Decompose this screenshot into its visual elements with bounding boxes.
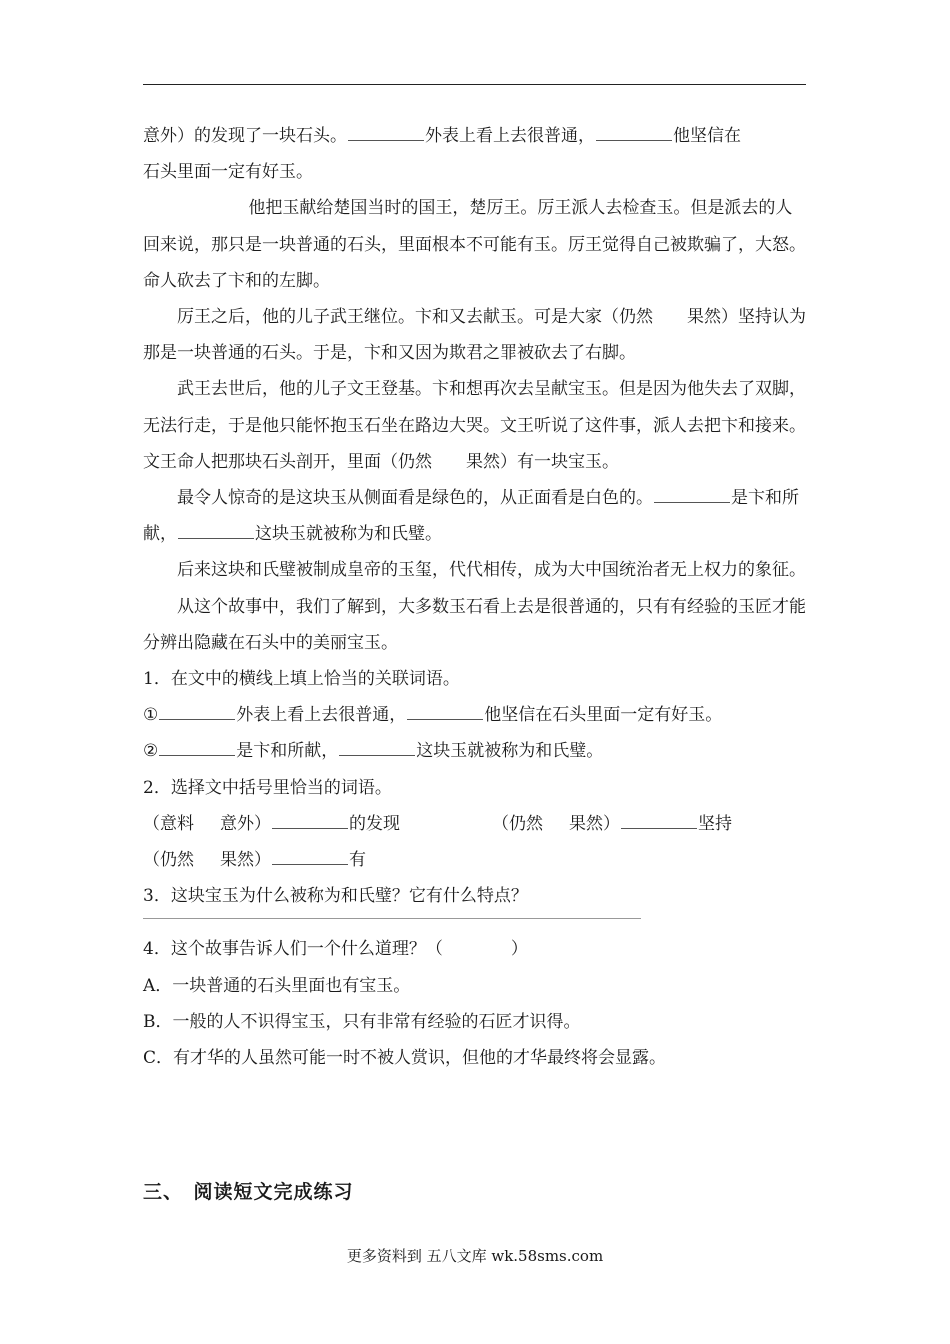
passage-line-1	[143, 118, 808, 154]
passage-text: 他坚信在	[673, 126, 741, 146]
question-text: 这块玉就被称为和氏璧。	[416, 741, 604, 762]
passage-text: 意外）的发现了一块石头。	[143, 126, 347, 146]
header-rule	[143, 84, 806, 85]
question-text: 他坚信在石头里面一定有好玉。	[484, 705, 723, 726]
footer-text: 更多资料到 五八文库 wk.58sms.com	[346, 1247, 604, 1265]
question-2: 2．选择文中括号里恰当的词语。	[143, 777, 392, 798]
question-4-option-a[interactable]: A．一块普通的石头里面也有宝玉。	[143, 975, 411, 996]
question-1-item-1	[143, 697, 808, 733]
question-text: 外表上看上去很普通，	[236, 705, 407, 726]
fill-blank[interactable]	[654, 501, 730, 503]
option-text: 果然）	[569, 813, 620, 834]
passage-text: 外表上看上去很普通，	[425, 126, 595, 146]
option-text: （仍然	[143, 850, 194, 871]
passage-text: 这块玉就被称为和氏璧。	[255, 524, 442, 545]
option-text: 果然）	[220, 850, 271, 871]
fill-blank[interactable]	[348, 139, 424, 141]
question-3: 3．这块宝玉为什么被称为和氏璧？它有什么特点？	[143, 886, 528, 907]
fill-blank[interactable]	[272, 827, 348, 829]
question-4: 4．这个故事告诉人们一个什么道理？（ ）	[143, 939, 528, 960]
passage-paragraph-6: 后来这块和氏璧被制成皇帝的玉玺，代代相传，成为大中国统治者无上权力的象征。	[177, 560, 806, 581]
option-text: 有	[349, 850, 366, 871]
question-4-option-b[interactable]: B．一般的人不识得宝玉，只有非常有经验的石匠才识得。	[143, 1011, 581, 1032]
passage-paragraph-7: 从这个故事中，我们了解到，大多数玉石看上去是很普通的，只有有经验的玉匠才能分辨出隐藏在石头中的美丽宝玉。	[143, 596, 806, 653]
passage-paragraph-2: 他把玉献给楚国当时的国王，楚厉王。厉王派人去检查玉。但是派去的人回来说，那只是一块普通的石头，里面根本不可能有玉。厉王觉得自己被欺骗了，大怒。命人砍去了卞和的左脚。	[143, 198, 806, 291]
fill-blank[interactable]	[159, 718, 235, 720]
option-text: （仍然	[492, 813, 543, 834]
document-body	[143, 118, 808, 1076]
question-1: 1．在文中的横线上填上恰当的关联词语。	[143, 669, 460, 690]
passage-paragraph-3: 厉王之后，他的儿子武王继位。卞和又去献玉。可是大家（仍然 果然）坚持认为那是一块普通的石头。于是，卞和又因为欺君之罪被砍去了右脚。	[143, 307, 806, 364]
question-text: 是卞和所献，	[236, 741, 339, 762]
fill-blank[interactable]	[407, 718, 483, 720]
passage-text: 最令人惊奇的是这块玉从侧面看是绿色的，从正面看是白色的。	[177, 488, 653, 509]
option-text: 坚持	[698, 813, 732, 834]
question-4-option-c[interactable]: C．有才华的人虽然可能一时不被人赏识，但他的才华最终将会显露。	[143, 1048, 667, 1069]
fill-blank[interactable]	[178, 537, 254, 539]
option-text: 意外）	[220, 813, 271, 834]
option-text: 的发现	[349, 813, 400, 834]
question-2-options-row-2	[143, 842, 808, 878]
fill-blank[interactable]	[339, 754, 415, 756]
passage-text: 是卞和所献，	[143, 488, 799, 545]
fill-blank[interactable]	[272, 863, 348, 865]
passage-paragraph-4: 武王去世后，他的儿子文王登基。卞和想再次去呈献宝玉。但是因为他失去了双脚，无法行走，于是他只能怀抱玉石坐在路边大哭。文王听说了这件事，派人去把卞和接来。文王命人把那块石头剖开，里面（仍然 果然）有一块宝玉。	[143, 379, 806, 472]
fill-blank[interactable]	[621, 827, 697, 829]
passage-line-2: 石头里面一定有好玉。	[143, 162, 313, 183]
question-2-options-row-1	[143, 806, 808, 842]
question-1-item-2	[143, 733, 808, 769]
item-mark: ①	[143, 705, 159, 726]
item-mark: ②	[143, 741, 159, 762]
option-text: （意料	[143, 813, 194, 834]
fill-blank[interactable]	[159, 754, 235, 756]
fill-blank[interactable]	[596, 139, 672, 141]
passage-paragraph-5	[143, 480, 808, 552]
answer-line[interactable]	[143, 918, 641, 919]
section-3-heading: 三、 阅读短文完成练习	[143, 1181, 354, 1203]
